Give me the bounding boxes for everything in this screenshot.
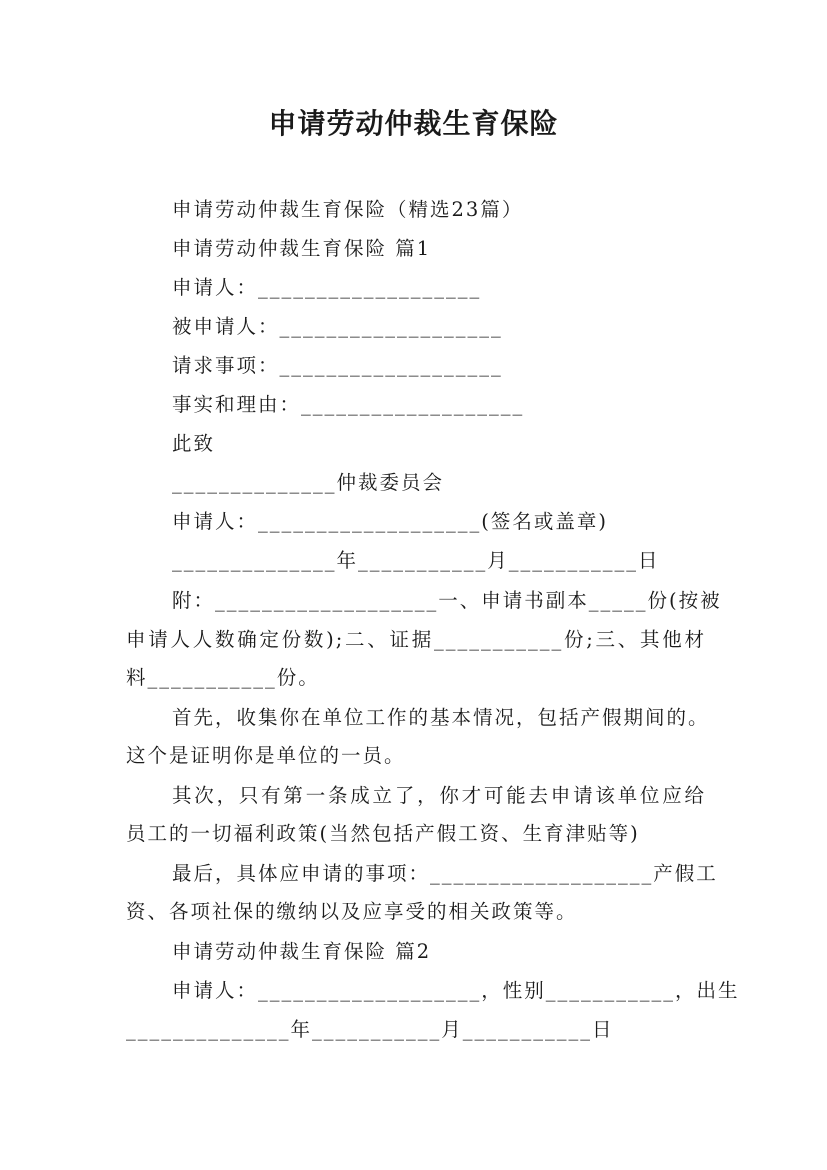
attachment-line-1: 附：___________________一、申请书副本_____份(按被 — [172, 589, 722, 612]
respondent-line: 被申请人：___________________ — [172, 315, 503, 338]
birth-date-line: ______________年___________月___________日 — [126, 1018, 614, 1041]
collection-heading: 申请劳动仲裁生育保险（精选23篇） — [172, 198, 524, 221]
applicant-gender-birth-line: 申请人：___________________，性别___________，出生 — [172, 979, 740, 1002]
date-line: ______________年___________月___________日 — [172, 549, 660, 572]
facts-reasons-line: 事实和理由：___________________ — [172, 393, 525, 416]
request-items-line: 请求事项：___________________ — [172, 354, 503, 377]
applicant-line: 申请人：___________________ — [172, 276, 482, 299]
signature-line: 申请人：___________________(签名或盖章) — [172, 510, 608, 533]
section-heading-2: 申请劳动仲裁生育保险 篇2 — [172, 940, 432, 963]
paragraph-last-line-1: 最后，具体应申请的事项：___________________产假工 — [172, 862, 718, 885]
paragraph-second-line-2: 员工的一切福利政策(当然包括产假工资、生育津贴等) — [126, 822, 640, 845]
committee-line: ______________仲裁委员会 — [172, 471, 445, 494]
paragraph-first-line-1: 首先，收集你在单位工作的基本情况，包括产假期间的。 — [172, 706, 710, 729]
paragraph-first-line-2: 这个是证明你是单位的一员。 — [126, 744, 406, 767]
document-title: 申请劳动仲裁生育保险 — [268, 107, 559, 140]
attachment-line-2: 申请人人数确定份数);二、证据___________份;三、其他材 — [126, 628, 706, 651]
salutation-line: 此致 — [172, 432, 216, 455]
paragraph-second-line-1: 其次，只有第一条成立了，你才可能去申请该单位应给 — [172, 784, 706, 807]
paragraph-last-line-2: 资、各项社保的缴纳以及应享受的相关政策等。 — [126, 900, 578, 923]
attachment-line-3: 料___________份。 — [126, 666, 320, 689]
section-heading-1: 申请劳动仲裁生育保险 篇1 — [172, 237, 432, 260]
